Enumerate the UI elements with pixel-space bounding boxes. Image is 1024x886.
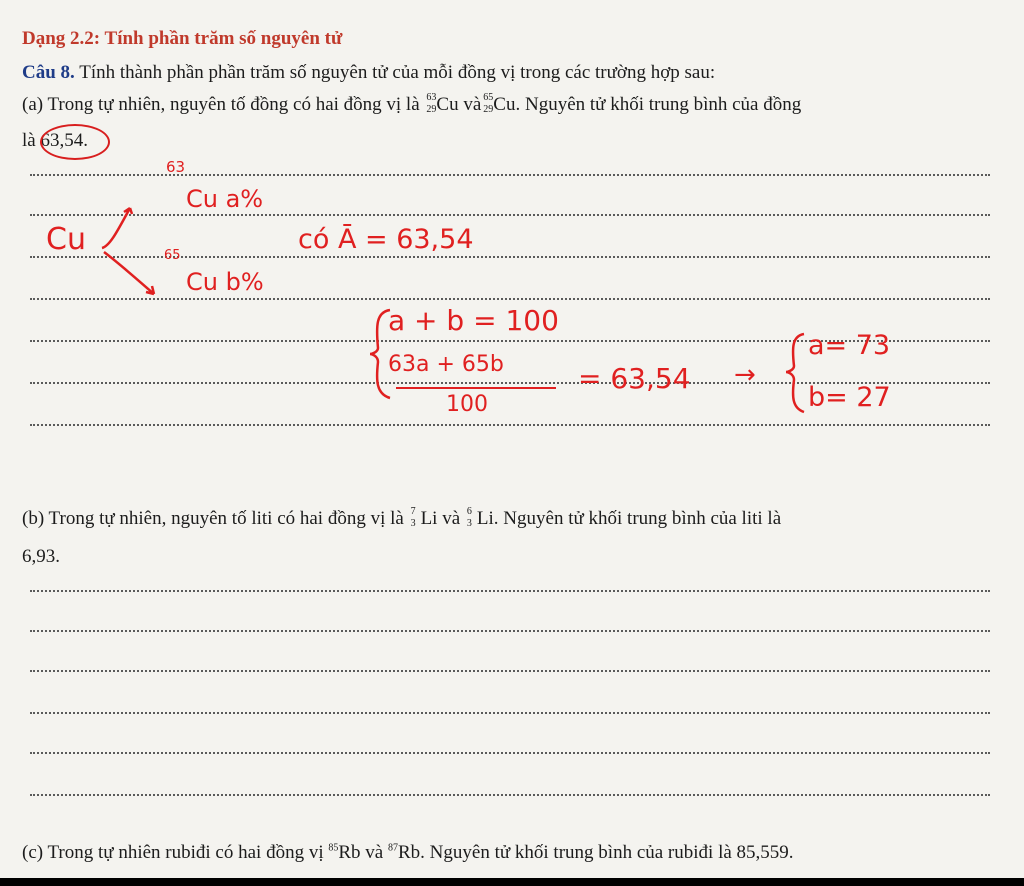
- hw-average-eq: có Ā = 63,54: [298, 224, 474, 255]
- question-text: Tính thành phần phần trăm số nguyên tử của mỗi đồng vị trong các trường hợp sau:: [79, 62, 716, 83]
- part-b-line1: [22, 505, 782, 530]
- part-c-and: và: [365, 842, 384, 863]
- hw-arrow: →: [734, 360, 756, 390]
- part-b-iso2-symbol: Li: [476, 508, 494, 529]
- writing-line: [30, 712, 990, 714]
- part-a-line2-prefix: là: [22, 130, 36, 151]
- hw-cu-a: Cu a%: [186, 185, 264, 213]
- part-a-and: và: [463, 94, 482, 115]
- part-b-and: và: [442, 508, 461, 529]
- part-a-avg-value: 63,54.: [40, 130, 88, 151]
- hw-result-brace: [782, 330, 808, 416]
- part-a-suffix: . Nguyên tử khối trung bình của đồng: [515, 94, 802, 115]
- question-number: Câu 8.: [22, 62, 75, 83]
- part-a-line1: [22, 91, 802, 116]
- hw-result-b: b= 27: [808, 382, 891, 413]
- hw-eq2-denominator: 100: [446, 392, 488, 417]
- part-c-suffix: . Nguyên tử khối trung bình của rubiđi là 85,559.: [420, 842, 794, 863]
- writing-line: [30, 752, 990, 754]
- hw-eq1: a + b = 100: [388, 304, 559, 337]
- hw-eq2-numerator: 63a + 65b: [388, 352, 504, 377]
- part-a-iso2-symbol: Cu: [493, 94, 516, 115]
- writing-line: [30, 794, 990, 796]
- part-c-line: [22, 842, 794, 864]
- part-b-suffix: . Nguyên tử khối trung bình của liti là: [493, 508, 782, 529]
- part-b-iso1-indices: 7 3: [410, 505, 416, 529]
- part-c-prefix: (c) Trong tự nhiên rubiđi có hai đồng vị: [22, 842, 324, 863]
- hw-cu: Cu: [46, 222, 86, 257]
- part-b-prefix: (b) Trong tự nhiên, nguyên tố liti có hai đồng vị là: [22, 508, 404, 529]
- hw-cu-b: Cu b%: [186, 268, 264, 296]
- part-a-iso1-indices: 63 29: [426, 91, 437, 115]
- part-c-iso1-mass: 85: [328, 842, 339, 854]
- hw-mass-63: 63: [166, 158, 186, 176]
- bottom-edge-bar: [0, 878, 1024, 886]
- writing-line: [30, 590, 990, 592]
- hw-fraction-bar: [396, 387, 556, 389]
- writing-line: [30, 424, 990, 426]
- writing-line: [30, 630, 990, 632]
- part-c-iso2-symbol: Rb: [397, 842, 421, 863]
- writing-line: [30, 670, 990, 672]
- part-b-iso2-indices: 6 3: [466, 505, 472, 529]
- part-a-prefix: (a) Trong tự nhiên, nguyên tố đồng có hai đồng vị là: [22, 94, 420, 115]
- part-a-iso1-symbol: Cu: [436, 94, 459, 115]
- hw-eq2-rhs: = 63,54: [578, 362, 691, 395]
- part-a-iso2-indices: 65 29: [483, 91, 494, 115]
- part-c-iso2-mass: 87: [387, 842, 398, 854]
- section-heading: Dạng 2.2: Tính phần trăm số nguyên tử: [22, 28, 343, 49]
- part-b-line2: 6,93.: [22, 546, 60, 567]
- circled-value-mark: [40, 124, 110, 160]
- hw-mass-65: 65: [164, 248, 181, 263]
- hw-branch-arrows: [90, 190, 200, 310]
- hw-result-a: a= 73: [808, 330, 891, 361]
- part-c-iso1-symbol: Rb: [338, 842, 361, 863]
- question-line: [22, 62, 715, 84]
- part-b-iso1-symbol: Li: [420, 508, 438, 529]
